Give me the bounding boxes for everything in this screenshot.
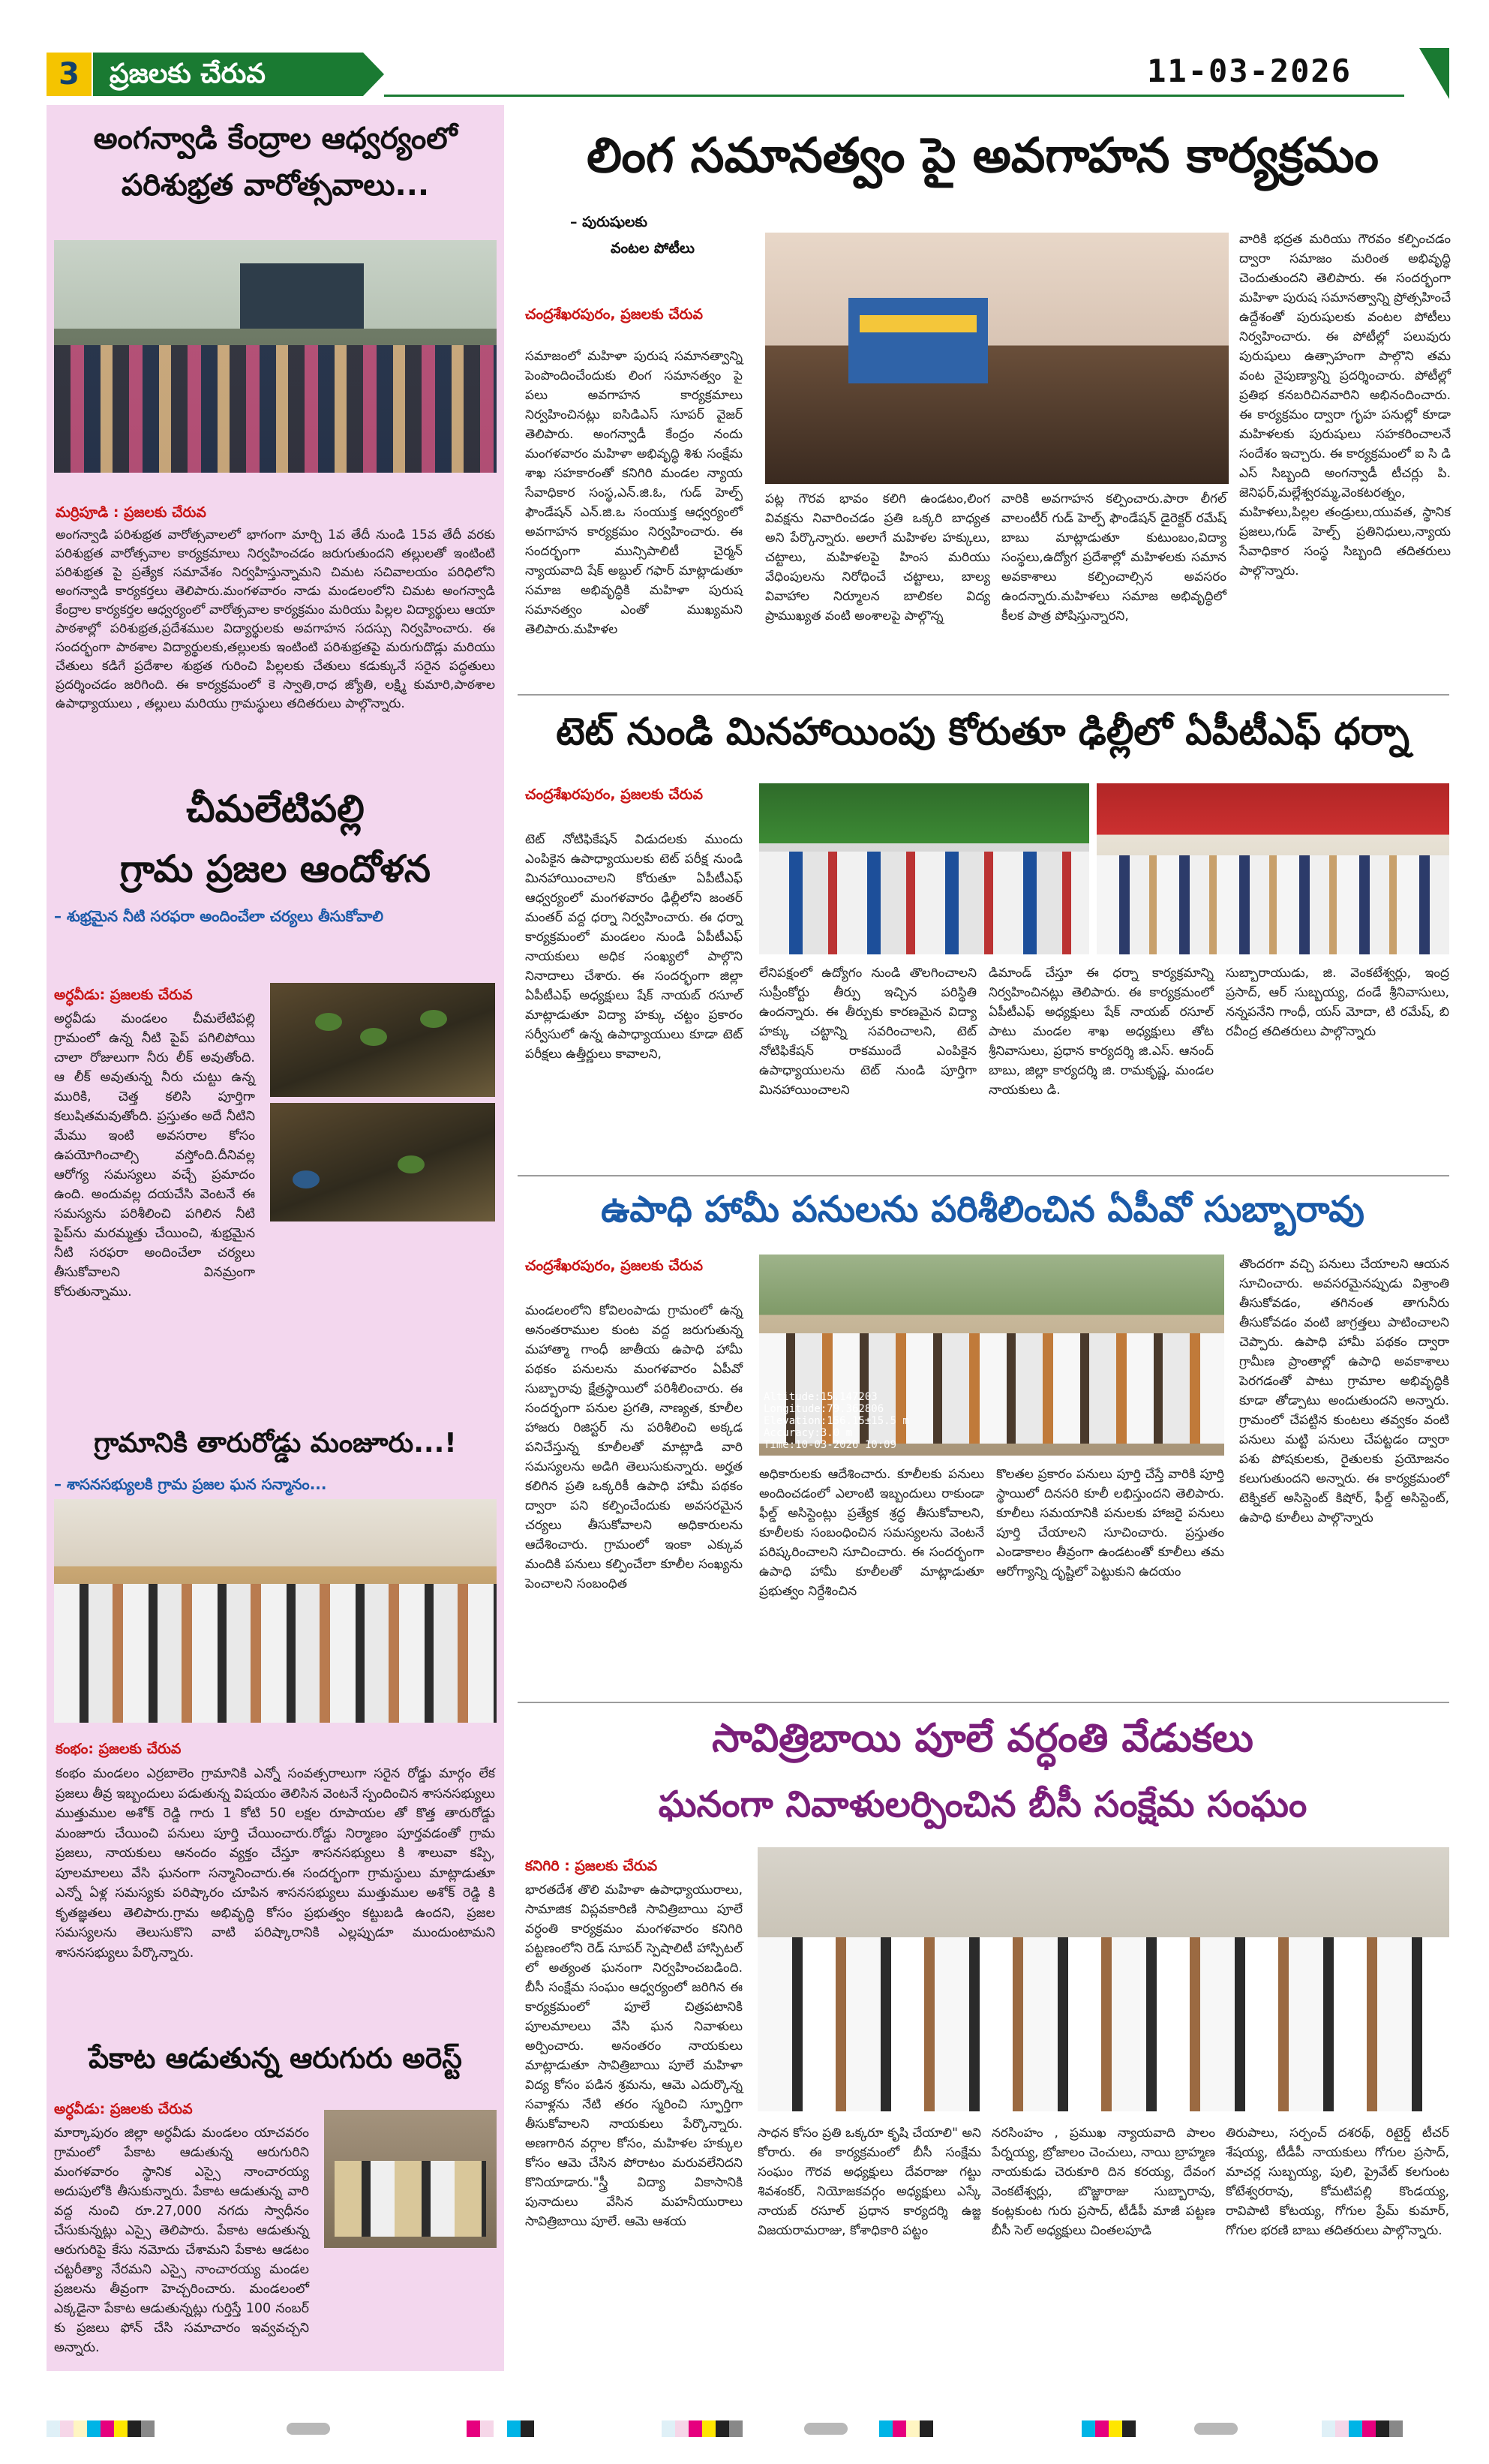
color-bar-group bbox=[1082, 2420, 1136, 2437]
leak-photo-1 bbox=[270, 983, 495, 1097]
story-arrest bbox=[47, 2039, 504, 2077]
leak-photo-2 bbox=[270, 1103, 495, 1221]
road-title: గ్రామానికి తారురోడ్డు మంజూరు...! bbox=[94, 1428, 457, 1459]
gender-subhead-2: వంటల పోటీలు bbox=[611, 240, 695, 257]
phule-col-3: నరసింహం , ప్రముఖ న్యాయవాది పాలం పేర్నయ్య, బ్రోజాలం చెంచులు, నాయి బ్రాహ్మణ నాయకుడు చెరుకూరి దిన కరయ్య, దేవంగ వెంకటేశ్వర్లు, బొజ్జారాజు సుబ్బారావు, కంట్లకుంట గురు ప్రసాద్, టీడీపీ మాజీ పట్టణ బీసీ సెల్ అధ్యక్షులు చింతలపూడి bbox=[992, 2126, 1215, 2238]
story-anganwadi-title-1: అంగన్వాడి కేంద్రాల ఆధ్వర్యంలో bbox=[93, 122, 458, 156]
brand-arrow bbox=[363, 53, 384, 96]
gender-byline: చంద్రశేఖరపురం, ప్రజలకు చేరువ bbox=[525, 306, 704, 323]
gender-subhead-1: – పురుషులకు bbox=[570, 214, 648, 230]
register-mark bbox=[287, 2423, 330, 2435]
story-anganwadi bbox=[47, 119, 504, 206]
story-cheemaleti bbox=[47, 784, 504, 929]
tet-col-3: డిమాండ్ చేస్తూ ఈ ధర్నా కార్యక్రమాన్ని నిర్వహించినట్లు తెలిపారు. ఈ కార్యక్రమంలో ఏపీటీఎఫ్ అధ్యక్షులు షేక్ నాయబ్ రసూల్ పాటు మండల శాఖ అధ్యక్షులు తోట శ్రీనివాసులు, ప్రధాన కార్యదర్శి జి.ఎస్. ఆనంద్ బాబు, జిల్లా కార్యదర్శి జి. రామకృష్ణ, మండల నాయకులు డి. bbox=[989, 966, 1214, 1098]
anganwadi-body: అంగన్వాడి పరిశుభ్రత వారోత్సవాలలో భాగంగా మార్చి 1వ తేదీ నుండి 15వ తేదీ వరకు పరిశుభ్రత వారోత్సవాల కార్యక్రమాలు నిర్వహించడం జరుగుతుందని తల్లులతో ఇంటింటి పరిశుభ్రత పై ప్రత్యేక సమావేశం నిర్వహిస్తున్నామని చిమట సచివాలయం పరిధిలోని అంగన్వాడి కార్యకర్తలు తెలిపారు.మంగళవారం నాడు మండలంలోని చిమట అంగన్వాడి కేంద్రాల కార్యకర్తల ఆధ్వర్యంలో వారోత్సవాల కార్యక్రమం మరియు పిల్లల విద్యార్థులు ఆయా పాఠశాల్లో పరిశుభ్రత,ప్రదేశముల విద్యార్థులకు అవగాహన సదస్సు నిర్వహించారు. ఈ సందర్భంగా పాఠశాల విద్యార్థులకు,తల్లులకు ఇంటింటి పరిశుభ్రతపై మరుగుదొడ్లు మరియు చేతులు కడిగే ప్రదేశాల శుభ్రత గురించి పిల్లలకు చేతులు కడుక్కునే సరైన పద్ధతులు ప్రదర్శించడం జరిగింది. ఈ కార్యక్రమంలో కె స్వాతి,రాధ జ్యోతి, లక్ష్మి కుమారి,పాఠశాల ఉపాధ్యాయులు , తల్లులు మరియు గ్రామస్థులు తదితరులు పాల్గొన్నారు. bbox=[56, 527, 495, 711]
upadhi-col-2: అధికారులకు ఆదేశించారు. కూలీలకు పనులు అందించడంలో ఎలాంటి ఇబ్బందులు రాకుండా ఫీల్డ్ అసిస్టెంట్లు ప్రత్యేక శ్రద్ధ తీసుకోవాలని, కూలీలకు సంబంధించిన సమస్యలను వెంటనే పరిష్కరించాలని సూచించారు. ఈ సందర్భంగా ఉపాధి హామీ కూలీలతో మాట్లాడుతూ ప్రభుత్వం నిర్దేశించిన bbox=[759, 1467, 984, 1599]
tet-col-4: సుబ్బారాయుడు, జి. వెంకటేశ్వర్లు, ఇంద్ర ప్రసాద్, ఆర్ సుబ్బయ్య, దండే శ్రీనివాసులు, నన్నపనేని గాంధీ, యస్ మోదా, టి రమేష్, బి రవీంద్ర తదితరులు పాల్గొన్నారు bbox=[1226, 966, 1449, 1039]
gender-col-2: పట్ల గౌరవ భావం కలిగి ఉండటం,లింగ వివక్షను నివారించడం ప్రతి ఒక్కరి బాధ్యత అని పేర్కొన్నారు. అలాగే మహిళల హక్కులు, చట్టాలు, మహిళలపై హింస మరియు వేధింపులను నిరోధించే చట్టాలు, బాల్య వివాహాల నిర్మూలన బాలికల విద్య ప్రాముఖ్యత వంటి అంశాలపై పాల్గొన్న bbox=[765, 491, 990, 624]
cheemaleti-title-1: చీమలేటిపల్లి bbox=[186, 787, 365, 831]
road-article bbox=[47, 1741, 504, 2042]
upadhi-col-1: మండలంలోని కోవిలంపాడు గ్రామంలో ఉన్న అనంతరాముల కుంట వద్ద జరుగుతున్న మహాత్మా గాంధీ జాతీయ ఉపాధి హామీ పథకం పనులను మంగళవారం ఏపీవో సుబ్బారావు క్షేత్రస్థాయిలో పరిశీలించారు. ఈ సందర్భంగా పనుల ప్రగతి, నాణ్యత, కూలీల హాజరు రిజిస్టర్ ను పరిశీలించి అక్కడ పనిచేస్తున్న కూలీలతో మాట్లాడి వారి సమస్యలను అడిగి తెలుసుకున్నారు. అర్హత కలిగిన ప్రతి ఒక్కరికీ ఉపాధి హామీ పథకం ద్వారా పని కల్పించేందుకు అవసరమైన చర్యలు తీసుకోవాలని అధికారులను ఆదేశించారు. గ్రామంలో ఇంకా ఎక్కువ మందికి పనులు కల్పించేలా కూలీల సంఖ్యను పెంచాలని సంబంధిత bbox=[525, 1303, 743, 1591]
tet-col-2: లేనిపక్షంలో ఉద్యోగం నుండి తొలగించాలని సుప్రీంకోర్టు తీర్పు ఇచ్చిన పరిస్థితి ఉందన్నారు. ఈ తీర్పుకు కారణమైన విద్యా హక్కు చట్టాన్ని సవరించాలని, టెట్ నోటిఫికేషన్ రాకముందే ఎంపికైన ఉపాధ్యాయులను టెట్ నుండి పూర్తిగా మినహాయించాలని bbox=[759, 966, 977, 1098]
arrest-people bbox=[335, 2161, 486, 2237]
upadhi-field-photo bbox=[759, 1255, 1224, 1456]
color-bar-group bbox=[47, 2420, 155, 2437]
leaf-shape bbox=[360, 1028, 387, 1046]
arrest-body: మార్కాపురం జిల్లా అర్ధవీడు మండలం యాచవరం గ్రామంలో పేకాట ఆడుతున్న ఆరుగురిని మంగళవారం స్థానిక ఎస్సై నాంచారయ్య అదుపులోకి తీసుకున్నారు. పేకాట ఆడుతున్న వారి వద్ద నుంచి రూ.27,000 నగదు స్వాధీనం చేసుకున్నట్లు ఎస్సై తెలిపారు. పేకాట ఆడుతున్న ఆరుగురిపై కేసు నమోదు చేశామని పేకాట ఆడటం చట్టరీత్యా నేరమని ఎస్సై నాంచారయ్య మండల ప్రజలను తీవ్రంగా హెచ్చరించారు. మండలంలో ఎక్కడైనా పేకాట ఆడుతున్నట్లు గుర్తిస్తే 100 నంబర్ కు ప్రజలు ఫోన్ చేసి సమాచారం ఇవ్వవచ్చని అన్నారు. bbox=[54, 2126, 309, 2355]
print-color-bars bbox=[47, 2420, 1449, 2440]
color-bar-group bbox=[879, 2420, 933, 2437]
gender-col-3: వారికి అవగాహన కల్పించారు.పారా లీగల్ వాలంటీర్ గుడ్ హెల్ప్ ఫౌండేషన్ డైరెక్టర్ రమేష్ బాబు మాట్లాడుతూ కుటుంబం,విద్యా సంస్థలు,ఉద్యోగ ప్రదేశాల్లో మహిళలకు సమాన అవకాశాలు కల్పించాల్సిన అవసరం ఉందన్నారు.మహిళలు సమాజ అభివృద్ధిలో కీలక పాత్ర పోషిస్తున్నారని, bbox=[1001, 491, 1226, 624]
event-banner bbox=[848, 298, 987, 383]
leaf-shape bbox=[420, 1010, 447, 1028]
cheemaleti-subhead: – శుభ్రమైన నీటి సరఫరా అందించేలా చర్యలు తీసుకోవాలి bbox=[54, 907, 383, 925]
phule-title-1: సావిత్రిబాయి పూలే వర్ధంతి వేడుకలు bbox=[712, 1716, 1253, 1761]
arrest-title: పేకాట ఆడుతున్న ఆరుగురు అరెస్ట్ bbox=[89, 2042, 462, 2075]
story-anganwadi-title-2: పరిశుభ్రత వారోత్సవాలు... bbox=[121, 168, 430, 203]
header-rule bbox=[384, 95, 1404, 97]
phule-title-2: ఘనంగా నివాళులర్పించిన బీసీ సంక్షేమ సంఘం bbox=[658, 1783, 1307, 1825]
road-body: కంభం మండలం ఎర్రబాలెం గ్రామానికి ఎన్నో సంవత్సరాలుగా సరైన రోడ్డు మార్గం లేక ప్రజలు తీవ్ర ఇబ్బందులు పడుతున్న విషయం తెలిసిన వెంటనే స్పందించిన శాసనసభ్యులు ముత్తుముల అశోక్ రెడ్డి గారు 1 కోటి 50 లక్షల రూపాయల తో కొత్త తారురోడ్డు మంజూరు చేయించి పనులు పూర్తి చేయించారు.రోడ్డు నిర్మాణం పూర్తవడంతో గ్రామ ప్రజలు, నాయకులు ఆనందం వ్యక్తం చేస్తూ శాసనసభ్యులు కి శాలువా కప్పి, పూలమాలలు వేసి ఘనంగా సన్మానించారు.ఈ సందర్భంగా గ్రామస్థులు మాట్లాడుతూ ఎన్నో ఏళ్ల సమస్యకు పరిష్కారం చూపిన శాసనసభ్యులు ముత్తుముల అశోక్ రెడ్డి కి కృతజ్ఞతలు తెలిపారు.గ్రామ అభివృద్ధి కోసం ప్రభుత్వం కట్టుబడి ఉందని, ప్రజల సమస్యలను తెలుసుకొని వాటి పరిష్కారానికి ఎల్లప్పుడూ ముందుంటామని శాసనసభ్యులు పేర్కొన్నారు. bbox=[56, 1766, 495, 1961]
protest-people bbox=[759, 852, 1089, 954]
gender-subhead bbox=[570, 214, 735, 260]
anganwadi-photo bbox=[54, 240, 497, 473]
tet-col-1: టెట్ నోటిఫికేషన్ విడుదలకు ముందు ఎంపికైన ఉపాధ్యాయులకు టెట్ పరీక్ష నుండి మినహాయించాలని కోరుతూ ఏపీటీఎఫ్ ఆధ్వర్యంలో మంగళవారం ఢిల్లీలోని జంతర్ మంతర్ వద్ద ధర్నా నిర్వహించారు. ఈ ధర్నా కార్యక్రమంలో మండలం నుండి ఏపీటీఎఫ్ నాయకులు అధిక సంఖ్యలో పాల్గొని నినాదాలు చేశారు. ఈ సందర్భంగా జిల్లా ఏపీటీఎఫ్ అధ్యక్షులు షేక్ నాయబ్ రసూల్ మాట్లాడుతూ విద్యా హక్కు చట్టం ప్రకారం సర్వీసులో ఉన్న ఉపాధ్యాయులు కూడా టెట్ పరీక్షలు ఉత్తీర్ణులు కావాలని, bbox=[525, 832, 743, 1062]
upadhi-col-4: తొందరగా వచ్చి పనులు చేయాలని ఆయన సూచించారు. అవసరమైనప్పుడు విశ్రాంతి తీసుకోవడం, తగినంత తాగునీరు తీసుకోవడం వంటి జాగ్రత్తలు పాటించాలని చెప్పారు. ఉపాధి హామీ పథకం ద్వారా గ్రామీణ ప్రాంతాల్లో ఉపాధి అవకాశాలు పెరగడంతో పాటు గ్రామాల అభివృద్ధికి కూడా తోడ్పాటు అందుతుందని అన్నారు. గ్రామంలో చేపట్టిన కుంటలు తవ్వకం వంటి పనులు మట్టి పనులు చేపట్టడం ద్వారా పశు పోషకులకు, రైతులకు ప్రయోజనం కలుగుతుందని అన్నారు. ఈ కార్యక్రమంలో టెక్నికల్ అసిస్టెంట్ కిషోర్, ఫీల్డ్ అసిస్టెంట్, ఉపాధి కూలీలు పాల్గొన్నారు bbox=[1239, 1257, 1449, 1525]
anganwadi-article bbox=[47, 504, 504, 774]
register-mark bbox=[1194, 2423, 1238, 2435]
gender-event-photo bbox=[765, 233, 1229, 484]
page-number: 3 bbox=[47, 53, 92, 96]
header-corner bbox=[1419, 48, 1449, 99]
leaf-shape bbox=[398, 1155, 425, 1173]
cheemaleti-title-2: గ్రామ ప్రజల ఆందోళన bbox=[120, 847, 431, 891]
cheemaleti-body: అర్ధవీడు మండలం చీమలేటిపల్లి గ్రామంలో ఉన్న నీటి పైప్ పగిలిపోయి చాలా రోజులుగా నీరు లీక్ అవుతోంది. ఆ లీక్ అవుతున్న నీరు చుట్టు ఉన్న మురికి, చెత్త కలిసి పూర్తిగా కలుషితమవుతోంది. ప్రస్తుతం అదే నీటిని మేము ఇంటి అవసరాల కోసం ఉపయోగించాల్సి వస్తోంది.దీనివల్ల ఆరోగ్య సమస్యలు వచ్చే ప్రమాదం ఉంది. అందువల్ల దయచేసి వెంటనే ఈ సమస్యను పరిశీలించి పగిలిన నీటి పైప్‌ను మరమ్మత్తు చేయించి, శుభ్రమైన నీటి సరఫరా అందించేలా చర్యలు తీసుకోవాలని వినమ్రంగా కోరుతున్నాము. bbox=[54, 1011, 255, 1300]
classroom-people bbox=[54, 345, 497, 473]
color-bar-group bbox=[662, 2420, 743, 2437]
debris-shape bbox=[293, 1170, 320, 1188]
section-divider bbox=[518, 1702, 1449, 1703]
protest-people bbox=[1097, 855, 1449, 954]
color-bar-group bbox=[467, 2420, 534, 2437]
phule-col-4: తిరుపాలు, సర్పంచ్ దశరథ్, రిటైర్డ్ టీచర్ శేషయ్య, టీడీపీ నాయకులు గోగుల ప్రసాద్, మాచర్ల సుబ్బయ్య, పులి, ప్రైవేట్ కలగుంట కోటేశ్వరరావు, కోమటిపల్లి కొండయ్య, రావిపాటి కోటయ్య, గోగుల ప్రేమ్ కుమార్, గోగుల భరణి బాబు తదితరులు పాల్గొన్నారు. bbox=[1226, 2126, 1449, 2238]
upadhi-title: ఉపాధి హామీ పనులను పరిశీలించిన ఏపీవో సుబ్బారావు bbox=[601, 1188, 1364, 1230]
crowd-people bbox=[54, 1584, 497, 1723]
gender-col-4: వారికి భద్రత మరియు గౌరవం కల్పించడం ద్వారా సమాజం మరింత అభివృద్ధి చెందుతుందని తెలిపారు. ఈ సందర్భంగా మహిళా పురుష సమానత్వాన్ని ప్రోత్సహించే ఉద్దేశంతో పురుషులకు వంటల పోటీలు నిర్వహించారు. ఈ పోటీల్లో పలువురు పురుషులు ఉత్సాహంగా పాల్గొని తమ వంట నైపుణ్యాన్ని ప్రదర్శించారు. పోటీల్లో ప్రతిభ కనబరిచినవారిని అభినందించారు. ఈ కార్యక్రమం ద్వారా గృహ పనుల్లో కూడా మహిళలకు పురుషులు సహకరించాలనే సందేశం ఇచ్చారు. ఈ కార్యక్రమంలో ఐ సి డి ఎస్ సిబ్బంది అంగన్వాడీ టీచర్లు పి. జెనిఫర్,మల్లేశ్వరమ్మ,వెంకటరత్నం, మహిళలు,పిల్లల తండ్రులు,యువత, స్థానిక ప్రజలు,గుడ్ హెల్ప్ ప్రతినిధులు,న్యాయ సేవాధికార సంస్థ సిబ్బంది తదితరులు పాల్గొన్నారు. bbox=[1239, 232, 1451, 578]
section-divider bbox=[518, 694, 1449, 696]
arrest-photo bbox=[324, 2110, 497, 2248]
section-divider bbox=[518, 1175, 1449, 1176]
register-mark bbox=[804, 2423, 848, 2435]
arrest-body-continued bbox=[54, 2252, 497, 2365]
upadhi-byline: చంద్రశేఖరపురం, ప్రజలకు చేరువ bbox=[525, 1258, 704, 1274]
phule-group-photo bbox=[758, 1847, 1449, 2111]
masthead bbox=[47, 48, 1449, 101]
gender-title: లింగ సమానత్వం పై అవగాహన కార్యక్రమం bbox=[587, 128, 1379, 184]
road-subhead: – శాసనసభ్యులకి గ్రామ ప్రజల ఘన సన్మానం... bbox=[54, 1475, 327, 1493]
upadhi-col-3: కొలతల ప్రకారం పనులు పూర్తి చేస్తే వారికి పూర్తి స్థాయిలో దినసరి కూలీ లభిస్తుందని తెలిపారు. కూలీలు సమయానికి పనులకు హాజరై పనులు పూర్తి చేయాలని సూచించారు. ప్రస్తుతం ఎండాకాలం తీవ్రంగా ఉండటంతో కూలీలు తమ ఆరోగ్యాన్ని దృష్టిలో పెట్టుకుని ఉదయం bbox=[996, 1467, 1224, 1579]
arrest-byline: అర్ధవీడు: ప్రజలకు చేరువ bbox=[54, 2101, 193, 2117]
left-column bbox=[47, 105, 504, 2371]
gender-col-1: సమాజంలో మహిళా పురుష సమానత్వాన్ని పెంపొందించేందుకు లింగ సమానత్వం పై పలు అవగాహన కార్యక్రమాలు నిర్వహించినట్లు ఐసిడిఎస్ సూపర్ వైజర్ తెలిపారు. అంగన్వాడీ కేంద్రం నందు మంగళవారం మహిళా అభివృద్ధి శిశు సంక్షేమ శాఖ సహకారంతో కనిగిరి మండల న్యాయ సేవాధికార సంస్థ,ఎన్.జి.ఓ, గుడ్ హెల్ప్ ఫౌండేషన్ ఎన్.జి.ఒ సంయుక్త ఆధ్వర్యంలో అవగాహన కార్యక్రమం నిర్వహించారు. ఈ సందర్భంగా మున్సిపాలిటీ చైర్మన్ న్యాయవాది షేక్ అబ్దుల్ గఫార్ మాట్లాడుతూ సమాజ అభివృద్ధికి మహిళా పురుష సమానత్వం ఎంతో ముఖ్యమని తెలిపారు.మహిళల bbox=[525, 349, 743, 637]
issue-date: 11-03-2026 bbox=[1147, 53, 1352, 89]
anganwadi-byline: మర్రిపూడి : ప్రజలకు చేరువ bbox=[56, 504, 206, 521]
phule-col-2: సాధన కోసం ప్రతి ఒక్కరూ కృషి చేయాలి" అని కోరారు. ఈ కార్యక్రమంలో బీసీ సంక్షేమ సంఘం గౌరవ అధ్యక్షులు దేవరాజు గట్టు శివశంకర్, నియోజకవర్గం అధ్యక్షులు ఎస్కే నాయబ్ రసూల్ ప్రధాన కార్యదర్శి ఉజ్జ విజయరామరాజు, కోశాధికారి పట్టం bbox=[758, 2126, 981, 2238]
color-bar-group bbox=[1322, 2420, 1403, 2437]
phule-byline: కనిగిరి : ప్రజలకు చేరువ bbox=[525, 1858, 658, 1874]
tet-protest-photo-2 bbox=[1097, 783, 1449, 954]
road-felicitation-photo bbox=[54, 1499, 497, 1723]
phule-col-1: భారతదేశ తొలి మహిళా ఉపాధ్యాయురాలు, సామాజిక విప్లవకారిణి సావిత్రిబాయి పూలే వర్ధంతి కార్యక్రమం మంగళవారం కనిగిరి పట్టణంలోని రెడ్ సూపర్ స్పెషాలిటీ హాస్పిటల్ లో అత్యంత ఘనంగా నిర్వహించబడింది. బీసీ సంక్షేమ సంఘం ఆధ్వర్యంలో జరిగిన ఈ కార్యక్రమంలో పూలే చిత్రపటానికి పూలమాలలు వేసి ఘన నివాళులు అర్పించారు. అనంతరం నాయకులు మాట్లాడుతూ సావిత్రిబాయి పూలే మహిళా విద్య కోసం పడిన శ్రమను, ఆమె ఎదుర్కొన్న సవాళ్లను నేటి తరం స్మరించి స్ఫూర్తిగా తీసుకోవాలని నాయకులు పేర్కొన్నారు. అణగారిన వర్గాల కోసం, మహిళల హక్కుల కోసం ఆమె చేసిన పోరాటం మరువలేనిదని కొనియాడారు."స్త్రీ విద్యా వికాసానికి పునాదులు వేసిన మహనీయురాలు సావిత్రిబాయి పూలే. ఆమె ఆశయ bbox=[525, 1883, 743, 2229]
tet-byline: చంద్రశేఖరపురం, ప్రజలకు చేరువ bbox=[525, 786, 704, 803]
brand-name: ప్రజలకు చేరువ bbox=[93, 53, 363, 96]
arrest-body-top bbox=[54, 2123, 309, 2355]
story-road bbox=[47, 1426, 504, 1497]
leaf-shape bbox=[315, 1013, 342, 1031]
classroom-board bbox=[240, 263, 364, 329]
photo-gps-caption: Altitude:15.147203 Longitude:79.362806 Elevation:156.15±15.5 m Accuracy:3.0 m Time:10-03-2026 10:09 bbox=[764, 1391, 909, 1451]
cheemaleti-byline: అర్ధవీడు: ప్రజలకు చేరువ bbox=[54, 987, 193, 1003]
tet-title: టెట్ నుండి మినహాయింపు కోరుతూ ఢిల్లీలో ఏపీటీఎఫ్ ధర్నా bbox=[556, 710, 1409, 753]
group-people bbox=[758, 1937, 1449, 2111]
road-byline: కంభం: ప్రజలకు చేరువ bbox=[56, 1741, 182, 1757]
tet-protest-photo-1 bbox=[759, 783, 1089, 954]
